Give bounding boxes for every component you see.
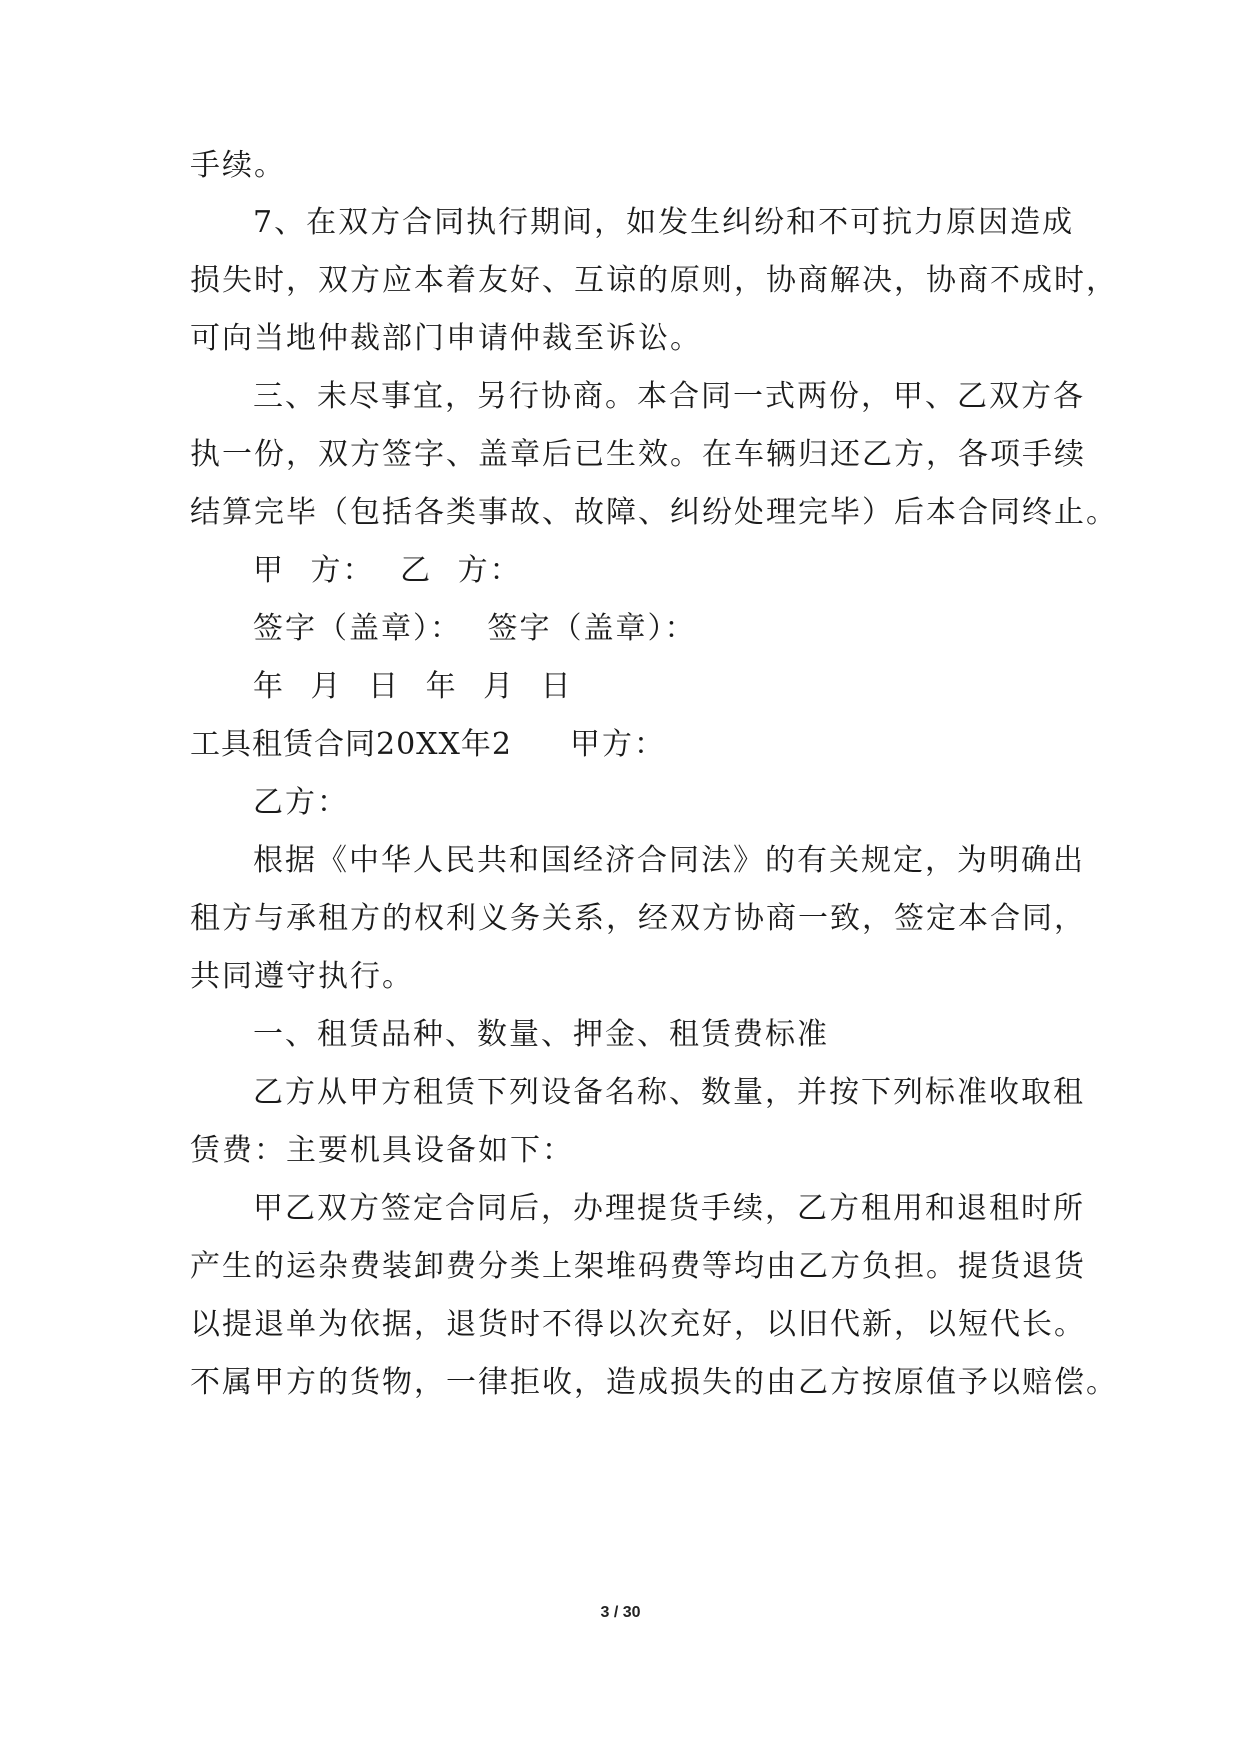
party-a-label: 甲方：	[570, 727, 666, 762]
text-line: 根据《中华人民共和国经济合同法》的有关规定，为明确出	[253, 843, 1085, 878]
section-heading: 一、租赁品种、数量、押金、租赁费标准	[253, 1017, 829, 1052]
text-line: 损失时，双方应本着友好、互谅的原则，协商解决，协商不成时，	[190, 263, 1118, 298]
text-line: 结算完毕（包括各类事故、故障、纠纷处理完毕）后本合同终止。	[190, 495, 1118, 530]
text-line: 三、未尽事宜，另行协商。本合同一式两份，甲、乙双方各	[253, 379, 1085, 414]
text-line: 可向当地仲裁部门申请仲裁至诉讼。	[190, 321, 702, 356]
text-line: 赁费：主要机具设备如下：	[190, 1133, 574, 1168]
text-line: 7、在双方合同执行期间，如发生纠纷和不可抗力原因造成	[253, 205, 1075, 240]
signature-party-line: 甲 方： 乙 方：	[253, 553, 522, 588]
text-line: 共同遵守执行。	[190, 959, 414, 994]
text-line: 以提退单为依据，退货时不得以次充好，以旧代新，以短代长。	[190, 1307, 1086, 1342]
signature-seal-line: 签字（盖章）： 签字（盖章）：	[253, 611, 697, 646]
text-line: 产生的运杂费装卸费分类上架堆码费等均由乙方负担。提货退货	[190, 1249, 1086, 1284]
text-line: 手续。	[190, 148, 286, 183]
page-number: 3 / 30	[600, 1604, 641, 1621]
text-line: 执一份，双方签字、盖章后已生效。在车辆归还乙方，各项手续	[190, 437, 1086, 472]
signature-date-line: 年 月 日 年 月 日	[253, 669, 573, 704]
text-line: 甲乙双方签定合同后，办理提货手续，乙方租用和退租时所	[253, 1191, 1085, 1226]
text-line: 乙方从甲方租赁下列设备名称、数量，并按下列标准收取租	[253, 1075, 1085, 1110]
text-line: 租方与承租方的权利义务关系，经双方协商一致，签定本合同，	[190, 901, 1086, 936]
section-title: 工具租赁合同20XX年2	[190, 727, 512, 762]
party-b-label: 乙方：	[253, 785, 349, 820]
text-line: 不属甲方的货物，一律拒收，造成损失的由乙方按原值予以赔偿。	[190, 1365, 1118, 1400]
